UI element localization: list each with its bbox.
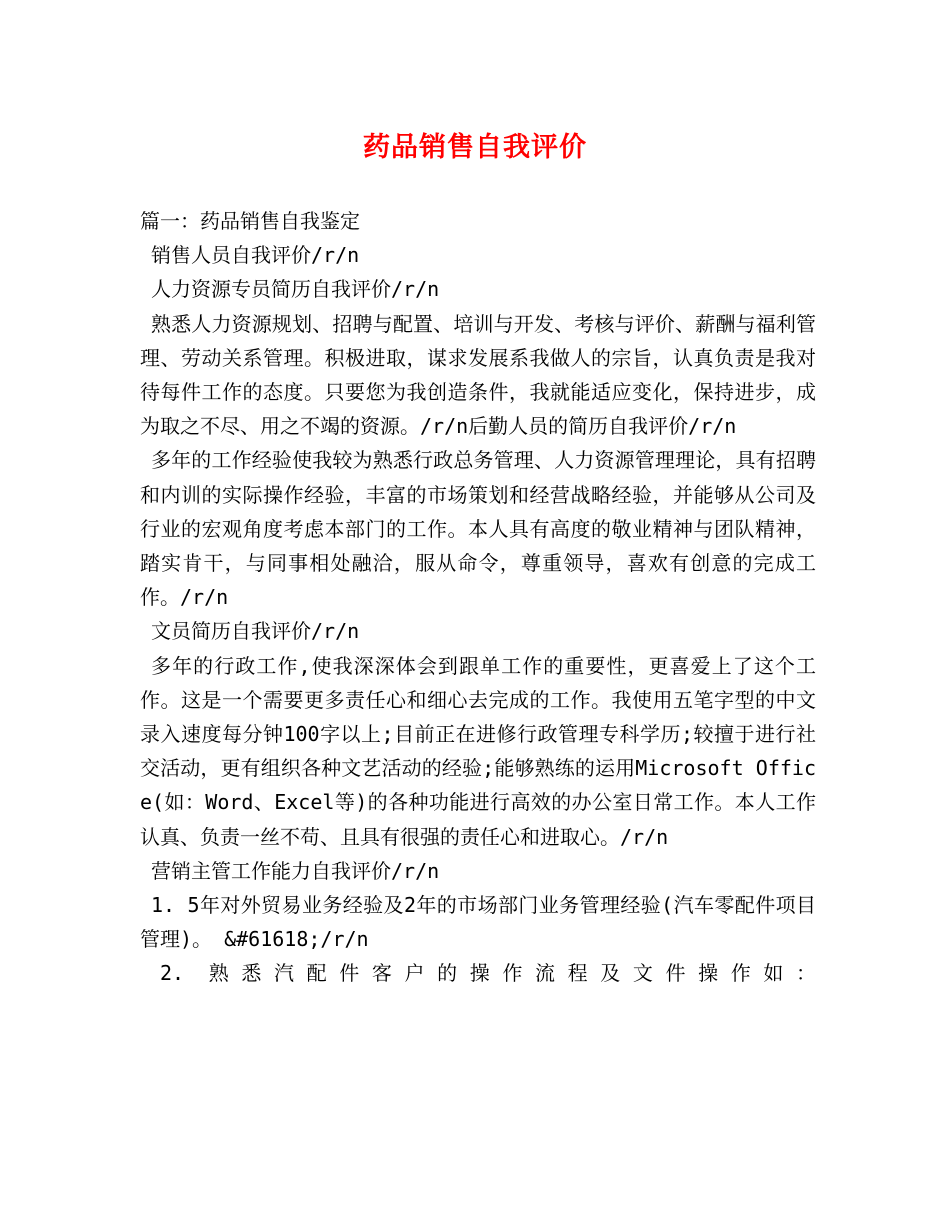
paragraph: 人力资源专员简历自我评价/r/n [151,277,440,302]
document-body [140,204,816,991]
numbered-item: 1. 5年对外贸易业务经验及2年的市场部门业务管理经验(汽车零配件项目管理)。 &#61618;/r/n [140,893,816,952]
paragraph: 文员简历自我评价/r/n [151,619,360,644]
document-title: 药品销售自我评价 [363,132,587,163]
paragraph: 销售人员自我评价/r/n [151,243,360,268]
paragraph: 营销主管工作能力自我评价/r/n [151,858,440,883]
section-heading: 篇一：药品销售自我鉴定 [140,209,360,233]
paragraph: 多年的工作经验使我较为熟悉行政总务管理、人力资源管理理论，具有招聘和内训的实际操作经验，丰富的市场策划和经营战略经验，并能够从公司及行业的宏观角度考虑本部门的工作。本人具有高度的敬业精神与团队精神，踏实肯干，与同事相处融洽，服从命令，尊重领导，喜欢有创意的完成工作。/r/n [140,448,816,610]
paragraph: 多年的行政工作,使我深深体会到跟单工作的重要性，更喜爱上了这个工作。这是一个需要更多责任心和细心去完成的工作。我使用五笔字型的中文录入速度每分钟100字以上;目前正在进修行政管理专科学历;较擅于进行社交活动，更有组织各种文艺活动的经验;能够熟练的运用Microsoft Office(如：Word、Excel等)的各种功能进行高效的办公室日常工作。本人工作认真、负责一丝不苟、且具有很强的责任心和进取心。/r/n [140,653,816,849]
paragraph: 熟悉人力资源规划、招聘与配置、培训与开发、考核与评价、薪酬与福利管理、劳动关系管理。积极进取，谋求发展系我做人的宗旨，认真负责是我对待每件工作的态度。只要您为我创造条件，我就能适应变化，保持进步，成为取之不尽、用之不竭的资源。/r/n后勤人员的简历自我评价/r/n [140,311,816,439]
numbered-item: 2. 熟悉汽配件客户的操作流程及文件操作如： [160,961,816,986]
